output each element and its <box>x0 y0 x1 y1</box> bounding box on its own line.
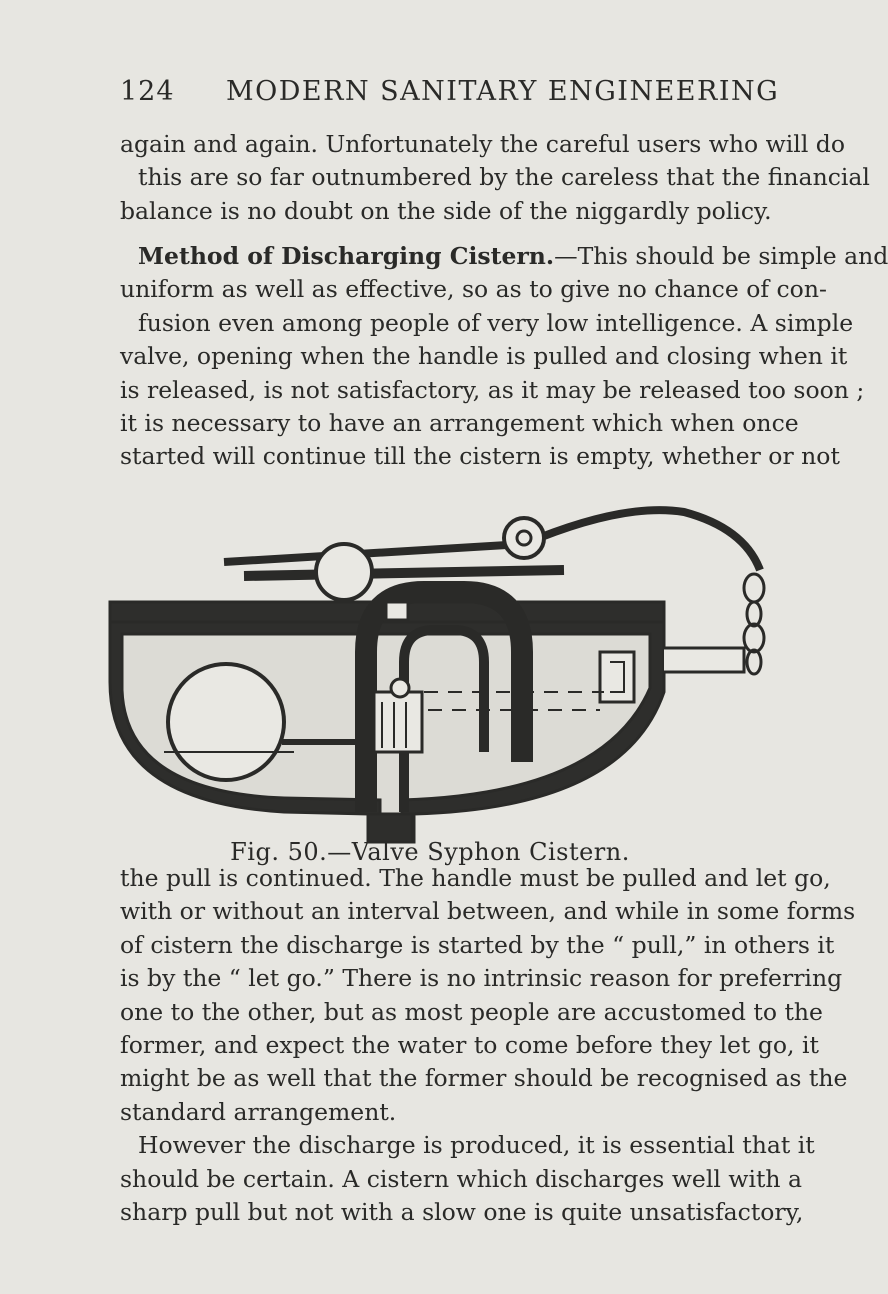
text-line: one to the other, but as most people are accustomed to the <box>120 997 823 1026</box>
text-line: the pull is continued. The handle must be pulled and let go, <box>120 864 831 892</box>
figure-caption: Fig. 50.—Valve Syphon Cistern. <box>230 838 630 866</box>
paragraph-1 <box>120 128 870 228</box>
text-line: should be certain. A cistern which discharges well with a <box>120 1164 803 1193</box>
text-line: is released, is not satisfactory, as it may be released too soon ; <box>120 375 865 404</box>
supply-pipe <box>664 648 744 672</box>
text-line: standard arrangement. <box>120 1097 397 1126</box>
text-line: with or without an interval between, and while in some forms <box>120 897 856 926</box>
text-line: this are so far outnumbered by the careless that the financial <box>138 163 870 192</box>
text-line: started will continue till the cistern is empty, whether or not <box>120 442 840 471</box>
lever-joint <box>316 544 372 600</box>
section-heading: Method of Discharging Cistern. <box>138 242 555 270</box>
text-line: sharp pull but not with a slow one is quite unsatisfactory, <box>120 1198 804 1227</box>
lever-pivot <box>504 518 544 558</box>
text-line: might be as well that the former should be recognised as the <box>120 1064 848 1093</box>
valve-syphon-cistern-figure <box>104 452 780 842</box>
text-line: of cistern the discharge is started by the “ pull,” in others it <box>120 930 835 959</box>
text-run: —This should be simple and <box>554 242 888 270</box>
chain <box>744 574 764 674</box>
paragraph-2 <box>120 240 888 474</box>
float-ball <box>168 664 284 780</box>
text-line: valve, opening when the handle is pulled and closing when it <box>120 342 848 371</box>
text-line-with-heading <box>120 240 888 273</box>
paragraph-3 <box>120 862 856 1229</box>
pull-rod-guide <box>386 602 408 620</box>
text-line: it is necessary to have an arrangement which when once <box>120 409 799 438</box>
text-line: uniform as well as effective, so as to give no chance of con- <box>120 275 827 304</box>
lever-bar <box>244 570 564 576</box>
valve-pivot <box>391 679 409 697</box>
text-line: again and again. Unfortunately the careful users who will do <box>120 130 846 158</box>
lever-arm <box>224 510 760 570</box>
text-line: fusion even among people of very low intelligence. A simple <box>138 308 854 337</box>
text-line: balance is no doubt on the side of the niggardly policy. <box>120 196 772 225</box>
text-line: However the discharge is produced, it is essential that it <box>138 1131 815 1160</box>
text-line: is by the “ let go.” There is no intrinsic reason for preferring <box>120 964 843 993</box>
page-number: 124 <box>120 76 175 107</box>
text-line: former, and expect the water to come before they let go, it <box>120 1031 819 1060</box>
supply-fitting <box>600 652 634 702</box>
running-head: MODERN SANITARY ENGINEERING <box>226 76 780 107</box>
page-header <box>0 76 800 116</box>
